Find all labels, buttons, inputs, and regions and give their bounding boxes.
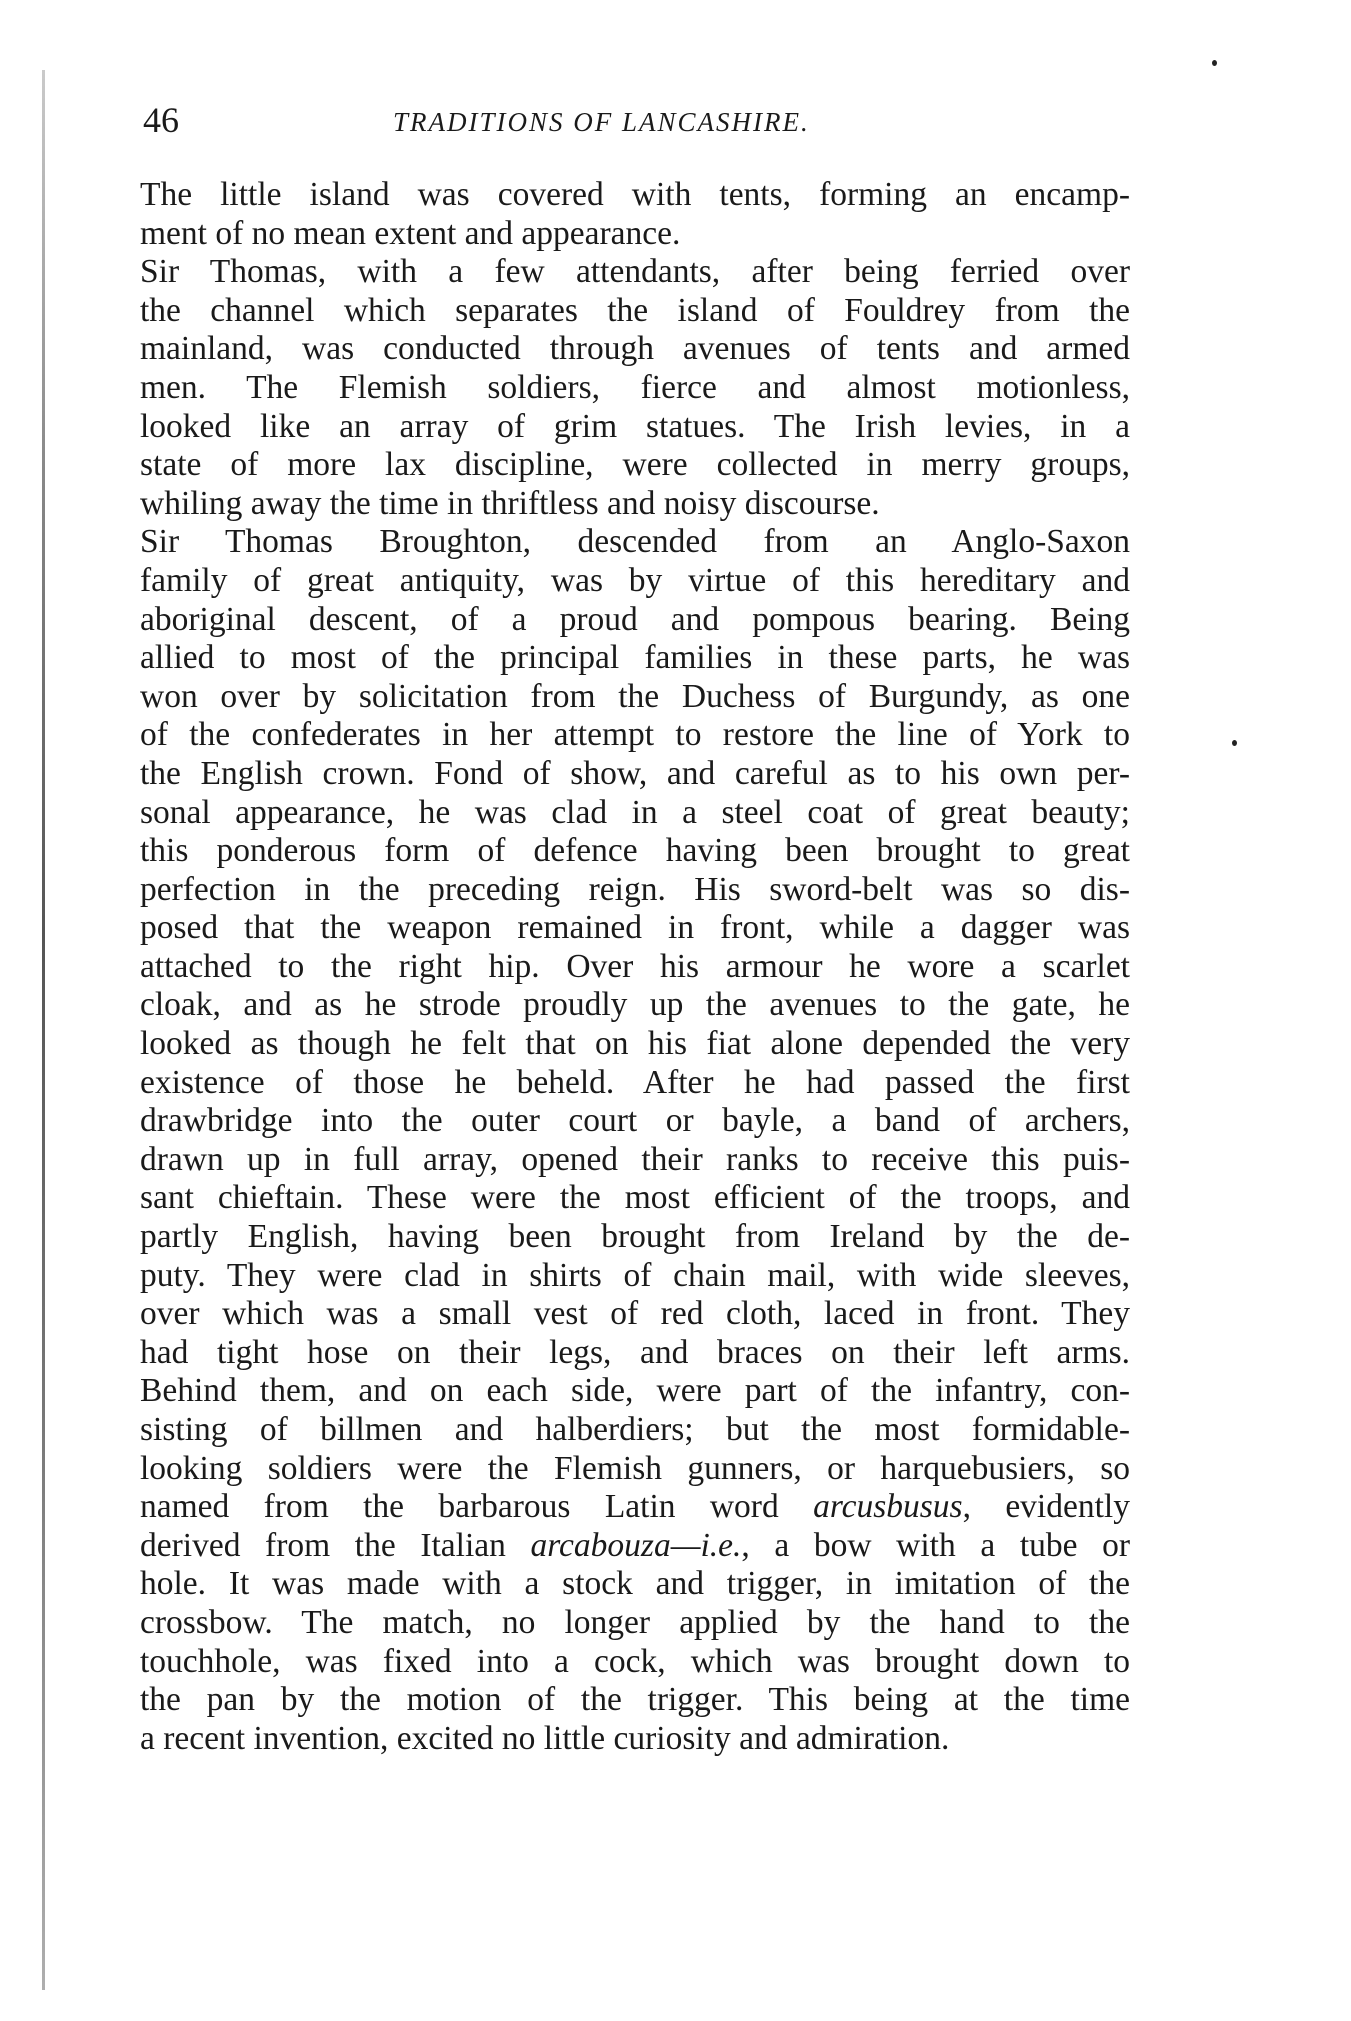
text-line: drawbridge into the outer court or bayle, a band of archers,	[140, 1102, 1130, 1140]
text-line: existence of those he beheld. After he had passed the first	[140, 1063, 1130, 1101]
text-line: mainland, was conducted through avenues of tents and armed	[140, 330, 1130, 368]
text-line: posed that the weapon remained in front, while a dagger was	[140, 909, 1130, 947]
text-line: derived from the Italian arcabouza—i.e., a bow with a tube or	[140, 1526, 1131, 1564]
ink-speck	[1232, 740, 1237, 746]
text-line: men. The Flemish soldiers, fierce and almost motionless,	[140, 368, 1130, 406]
page-number: 46	[143, 100, 179, 140]
ink-speck	[1212, 60, 1217, 66]
text-line: looking soldiers were the Flemish gunners, or harquebusiers, so	[140, 1449, 1130, 1487]
text-line: cloak, and as he strode proudly up the avenues to the gate, he	[140, 986, 1130, 1024]
page-gutter-edge	[42, 70, 45, 1990]
text-line: puty. They were clad in shirts of chain mail, with wide sleeves,	[140, 1256, 1130, 1294]
page-header	[143, 98, 1143, 148]
text-line: sisting of billmen and halberdiers; but the most formidable-	[140, 1411, 1130, 1448]
text-line: Sir Thomas Broughton, descended from an Anglo-Saxon	[140, 523, 1130, 561]
text-line: Behind them, and on each side, were part of the infantry, con-	[140, 1372, 1130, 1410]
text-line: ment of no mean extent and appearance.	[140, 214, 681, 252]
text-line: sonal appearance, he was clad in a steel coat of great beauty;	[140, 793, 1130, 831]
text-line: allied to most of the principal families in these parts, he was	[140, 639, 1130, 677]
text-line: state of more lax discipline, were collected in merry groups,	[140, 446, 1130, 484]
text-line: whiling away the time in thriftless and noisy discourse.	[140, 484, 880, 522]
text-line: aboriginal descent, of a proud and pompous bearing. Being	[140, 600, 1130, 638]
text-line: of the confederates in her attempt to restore the line of York to	[140, 716, 1130, 754]
text-line: attached to the right hip. Over his armour he wore a scarlet	[140, 947, 1130, 985]
text-line: this ponderous form of defence having been brought to great	[140, 832, 1130, 870]
text-line: won over by solicitation from the Duchess of Burgundy, as one	[140, 677, 1130, 715]
text-line: looked like an array of grim statues. The Irish levies, in a	[140, 407, 1130, 445]
text-line: looked as though he felt that on his fiat alone depended the very	[140, 1025, 1130, 1063]
text-line: the pan by the motion of the trigger. This being at the time	[140, 1681, 1130, 1719]
text-line: hole. It was made with a stock and trigger, in imitation of the	[140, 1565, 1130, 1603]
text-line: had tight hose on their legs, and braces on their left arms.	[140, 1333, 1130, 1371]
italic-term: arcabouza—i.e.	[530, 1526, 742, 1564]
running-title: TRADITIONS OF LANCASHIRE.	[393, 107, 810, 137]
text-line: Sir Thomas, with a few attendants, after being ferried over	[140, 253, 1130, 291]
body-text	[140, 176, 1130, 1758]
text-line: sant chieftain. These were the most efficient of the troops, and	[140, 1179, 1130, 1217]
text-line: over which was a small vest of red cloth, laced in front. They	[140, 1295, 1130, 1333]
text-line: perfection in the preceding reign. His sword-belt was so dis-	[140, 870, 1130, 908]
italic-term: arcusbusus	[813, 1488, 963, 1526]
text-line: drawn up in full array, opened their ranks to receive this puis-	[140, 1140, 1130, 1178]
text-line: touchhole, was fixed into a cock, which was brought down to	[140, 1642, 1130, 1680]
text-line: the English crown. Fond of show, and careful as to his own per-	[140, 754, 1130, 792]
text-line: named from the barbarous Latin word arcusbusus, evidently	[140, 1488, 1130, 1526]
text-line: partly English, having been brought from Ireland by the de-	[140, 1218, 1130, 1256]
text-line: The little island was covered with tents, forming an encamp-	[140, 176, 1130, 213]
text-line: a recent invention, excited no little curiosity and admiration.	[140, 1719, 950, 1757]
text-line: the channel which separates the island of Fouldrey from the	[140, 291, 1130, 329]
text-line: crossbow. The match, no longer applied by the hand to the	[140, 1603, 1130, 1641]
text-line: family of great antiquity, was by virtue of this hereditary and	[140, 561, 1130, 599]
